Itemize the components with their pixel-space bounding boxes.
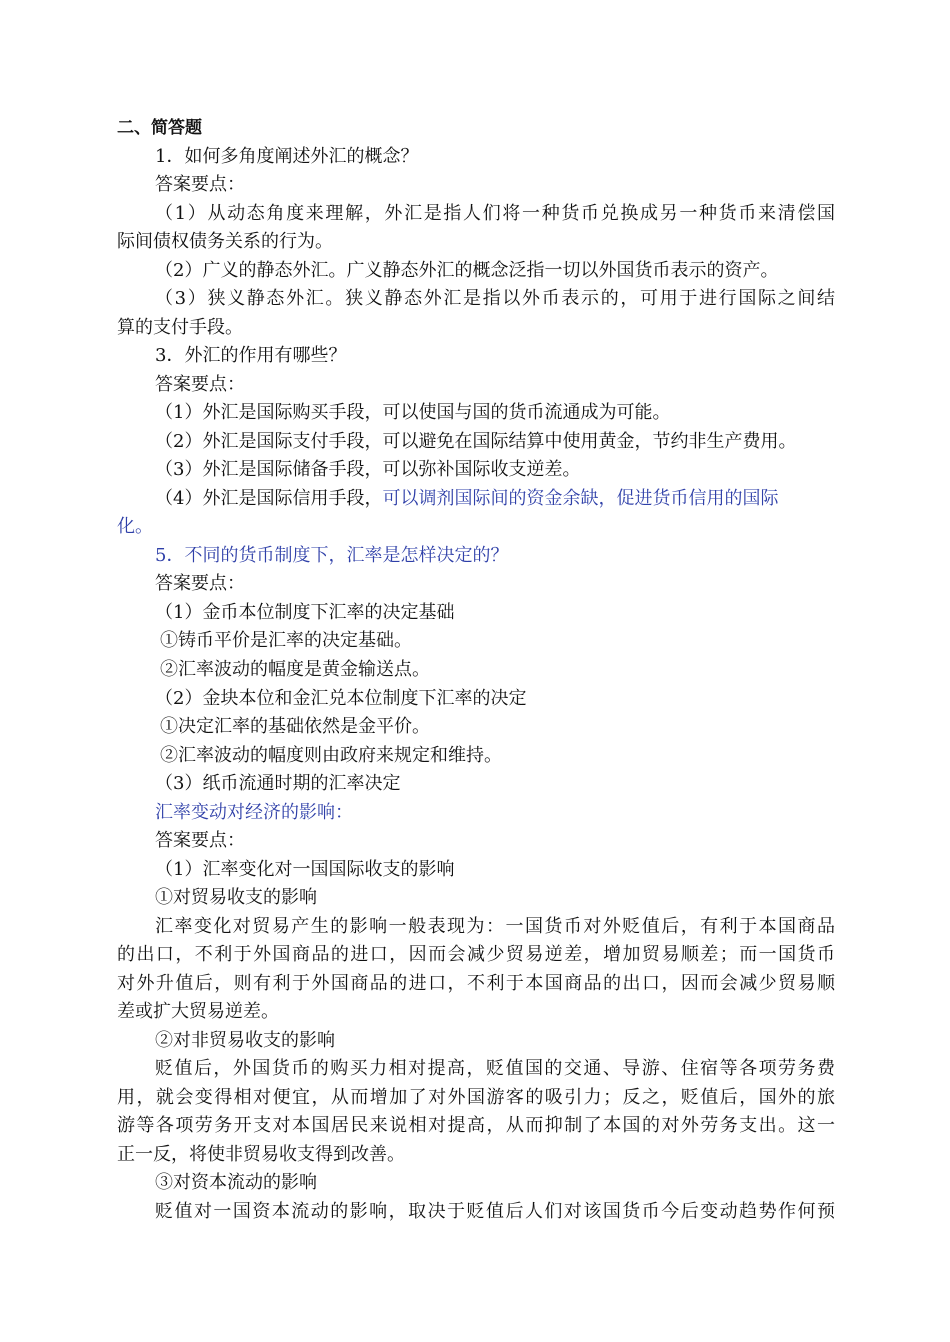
q3-point-1: （1）外汇是国际购买手段，可以使国与国的货币流通成为可能。 bbox=[155, 402, 671, 423]
question-3: 3．外汇的作用有哪些？ bbox=[155, 345, 347, 366]
q5-point-2-sub-2: ②汇率波动的幅度则由政府来规定和维持。 bbox=[160, 745, 502, 766]
q6-point-1-sub-3: ③对资本流动的影响 bbox=[155, 1172, 317, 1193]
q6-text-2-line-2: 用，就会变得相对便宜，从而增加了对外国游客的吸引力；反之，贬值后，国外的旅 bbox=[117, 1087, 835, 1108]
q6-point-1-sub-2: ②对非贸易收支的影响 bbox=[155, 1030, 335, 1051]
q5-point-2: （2）金块本位和金汇兑本位制度下汇率的决定 bbox=[155, 688, 527, 709]
q3-point-4-line-2: 化。 bbox=[117, 516, 153, 537]
q6-text-2-line-1: 贬值后，外国货币的购买力相对提高，贬值国的交通、导游、住宿等各项劳务费 bbox=[155, 1058, 835, 1079]
question-5: 5．不同的货币制度下，汇率是怎样决定的？ bbox=[155, 545, 509, 566]
q6-text-2-line-3: 游等各项劳务开支对本国居民来说相对提高，从而抑制了本国的对外劳务支出。这一 bbox=[117, 1115, 835, 1136]
q1-point-2: （2）广义的静态外汇。广义静态外汇的概念泛指一切以外国货币表示的资产。 bbox=[155, 260, 779, 281]
q5-point-3: （3）纸币流通时期的汇率决定 bbox=[155, 773, 401, 794]
question-1: 1．如何多角度阐述外汇的概念？ bbox=[155, 146, 419, 167]
q1-point-1-line-1: （1）从动态角度来理解，外汇是指人们将一种货币兑换成另一种货币来清偿国 bbox=[155, 203, 835, 224]
q3-point-3: （3）外汇是国际储备手段，可以弥补国际收支逆差。 bbox=[155, 459, 581, 480]
q5-point-1: （1）金币本位制度下汇率的决定基础 bbox=[155, 602, 455, 623]
answer-label: 答案要点： bbox=[155, 573, 245, 594]
q6-point-1-sub-1: ①对贸易收支的影响 bbox=[155, 887, 317, 908]
q6-text-2-line-4: 正一反，将使非贸易收支得到改善。 bbox=[117, 1144, 405, 1165]
answer-label: 答案要点： bbox=[155, 830, 245, 851]
question-6: 汇率变动对经济的影响： bbox=[155, 802, 353, 823]
q1-point-3-line-2: 算的支付手段。 bbox=[117, 317, 243, 338]
q5-point-1-sub-2: ②汇率波动的幅度是黄金输送点。 bbox=[160, 659, 430, 680]
q3-point-4-black-text: （4）外汇是国际信用手段， bbox=[155, 488, 383, 509]
q6-text-1-line-3: 对外升值后，则有利于外国商品的进口，不利于本国商品的出口，因而会减少贸易顺 bbox=[117, 973, 835, 994]
section-heading: 二、简答题 bbox=[117, 118, 202, 138]
q6-text-1-line-2: 的出口，不利于外国商品的进口，因而会减少贸易逆差，增加贸易顺差；而一国货币 bbox=[117, 944, 835, 965]
q3-point-4-blue-text: 可以调剂国际间的资金余缺，促进货币信用的国际 bbox=[382, 488, 779, 509]
q6-text-3-line-1: 贬值对一国资本流动的影响，取决于贬值后人们对该国货币今后变动趋势作何预 bbox=[155, 1201, 835, 1222]
answer-label: 答案要点： bbox=[155, 374, 245, 395]
q1-point-3-line-1: （3）狭义静态外汇。狭义静态外汇是指以外币表示的，可用于进行国际之间结 bbox=[155, 288, 835, 309]
q5-point-1-sub-1: ①铸币平价是汇率的决定基础。 bbox=[160, 630, 412, 651]
q1-point-1-line-2: 际间债权债务关系的行为。 bbox=[117, 231, 333, 252]
q6-text-1-line-4: 差或扩大贸易逆差。 bbox=[117, 1001, 279, 1022]
q3-point-2: （2）外汇是国际支付手段，可以避免在国际结算中使用黄金，节约非生产费用。 bbox=[155, 431, 797, 452]
q6-point-1: （1）汇率变化对一国国际收支的影响 bbox=[155, 859, 455, 880]
q6-text-1-line-1: 汇率变化对贸易产生的影响一般表现为：一国货币对外贬值后，有利于本国商品 bbox=[155, 916, 835, 937]
q3-point-4-line-1 bbox=[155, 485, 875, 513]
q5-point-2-sub-1: ①决定汇率的基础依然是金平价。 bbox=[160, 716, 430, 737]
answer-label: 答案要点： bbox=[155, 174, 245, 195]
